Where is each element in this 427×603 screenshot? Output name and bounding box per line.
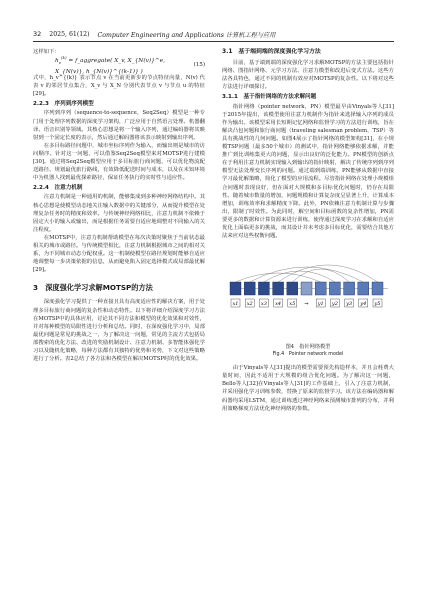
pointer-arc: [278, 265, 377, 282]
output-label: y4: [360, 301, 367, 308]
start-cell: [301, 282, 312, 295]
decoder-cell: [358, 282, 369, 295]
left-column: [33, 48, 205, 588]
paragraph: 在多目标路径问题中，城市坐标序列作为输入，而输出则是城市的访问顺序。针对这一问题，可以借鉴Seq2Seq模型来对MOTSP进行建模[30]。通过将Seq2Seq模型应用于多目标旅行商问题，可以优化物流配送路径、规划最优旅行路线，有效降低配送时间与成本，以及在未知环境中为机器人找到最优探索路径，保证任务执行的实时性与适应性。: [33, 142, 205, 182]
encoder-cell: [287, 282, 298, 295]
section-heading-3-1: 3.1 基于端到端的深度强化学习方法: [222, 49, 321, 55]
pointer-arc: [236, 273, 321, 282]
section-heading-3: 3 深度强化学习求解MOTSP的方法: [33, 283, 153, 293]
output-label: y2: [331, 301, 338, 308]
journal-issue: 2025, 61(12): [49, 30, 90, 38]
journal-name: Computer Engineering and Applications 计算机工程与应用: [97, 31, 276, 39]
encoder-cell: [258, 282, 269, 295]
figure-4: [222, 244, 394, 362]
right-column: [222, 48, 394, 588]
pointer-network-diagram: [222, 244, 394, 350]
figure-caption: [222, 344, 394, 358]
page-number: 32: [33, 30, 42, 38]
output-label: y5: [374, 301, 381, 308]
formula-intro: 这样如下：: [33, 49, 60, 55]
decoder-cell: [372, 282, 383, 295]
section-heading-2-2-3: 2.2.3 序列到序列模型: [33, 101, 94, 108]
equation-lhs: h: [55, 58, 59, 65]
input-label: x1: [232, 301, 239, 308]
paragraph: 由于Vinyals等人[31]提出的模型需要预先构造样本，并且会耗费大量时间，因此不适用于大规模的组合优化问题。为了解决这一问题，Bello等人[32]在Vinyals等人[31]的工作基础上，引入了注意力机制，并采用强化学习训练参数，替换了原来的监督学习。该方法在编码器和解码器均采用LSTM，通过训练透过神经网络来预测城市排列的分布，并利用策略梯度方法优化神经网络的参数。: [222, 365, 394, 412]
paragraph: 序列到序列（sequence-to-sequence，Seq2Seq）模型是一种专门用于处理序列数据的深度学习架构，广泛应用于自然语言处理、机器翻译、语音识别等领域。其核心思想是将一个输入序列，通过编码器将其映射到一个固定长度的表示，然后通过解码器将该表示映射到输出序列。: [33, 110, 205, 141]
encoder-cell: [244, 282, 255, 295]
paragraph: 目前，基于端到端的深度强化学习求解MOTSP的方法主要包括指针网络、图指针网络、元学习方法、注意力模型和改进后变式方法。这些方法各具特色，通过不同的机制有效应对MOTSP的复杂性。以下将对这些方法进行详细探讨。: [222, 60, 394, 91]
header-rule: [33, 41, 394, 42]
decoder-cell: [344, 282, 355, 295]
paragraph: 注意力机制是一种通用的机制，能够集成到多种神经网络结构中。其核心思想是使模型动态地关注输入数据中的关键部分，从而提升模型在处理复杂任务时的精度和效率。与传统神经网络相比，注意力机制不依赖于固定大小的输入或输出，而是根据任务需要自适应地调整对不同输入的关注程度。: [33, 194, 205, 233]
paragraph: 式中，h_v^{(k)} 表示节点 v 在当前更新步的节点特征向量，N(v) 代表 v 的邻居节点集合，X_v 与 X_N 分别代表节点 v 与节点 u 的特征[29]。: [33, 75, 205, 98]
input-label: x5: [289, 301, 296, 308]
section-heading-2-2-4: 2.2.4 注意力机制: [33, 185, 83, 192]
equation-rhs: = f_aggregate( X_v, X_{N(v)}^e, X_{N(v)}, h_{N(v)}^{(k-1)} ): [55, 58, 165, 75]
running-header: [33, 27, 394, 41]
input-label: x4: [275, 301, 282, 308]
equation-number: (15): [193, 62, 205, 69]
paragraph: 在MOTSP中，注意力机制帮助模型在每次决策时聚焦于当前状态最相关的城市或路径。与传统模型相比，注意力机制根据城市之间的相对关系，为不同城市动态分配权重。这一机制使模型在路径规划时能够自适应地调整每一步决策依据的信息，从而避免陷入固定选择模式或局部最优解[29]。: [33, 234, 205, 274]
encoder-cell: [273, 282, 284, 295]
paragraph: 深度强化学习提供了一种直接且具有高度适应性的解决方案，用于处理多目标旅行商问题的复杂性和动态特性。以下将详细介绍深度学习方法在MOTSP中的具体应用，讨论其不同方法和模型的优化效果和对效性，并对每种模型的局限性进行分析和总结。同时，在深度强化学习中，局部最优问题是常见的挑战之一，为了解决这一问题，常见的主流方式包括局部搜索的优化方法、改进的奖励机制设计、注意力机制、多智能体强化学习以及随机化策略，每种方法都有其独特的优势和劣势，下文对这些策略进行了分析。表2总结了各方法和各模型在解决MOTSP时的优化效果。: [33, 299, 205, 363]
input-label: x3: [260, 301, 267, 308]
diagram-labels: [232, 301, 380, 307]
equation-15: [33, 55, 205, 75]
input-label: x2: [246, 301, 253, 308]
paragraph: 指针网络（pointer network，PN）模型最早由Vinyals等人[31]于2015年提出，该模型使用注意力机制作为指针来选择输入序列的成员作为输出。该模型采用长短期记忆网络和监督学习的方法进行训练，旨在解决凸包问题和旅行商问题（traveling salesman problem，TSP）等具有挑战性的几何问题。如图4展示了指针网络的模型架构[31]，在小规模TSP问题（最多50个城市）的测试中，指针网络能够依据求解，并能推广到比训练集更大的问题，显示出良好的泛化能力。PN模型的创新点在于利用注意力机制实现输入到输出的指针映射，解决了传统序列到序列模型无法处理变长序列的问题。通过端到端训练，PN能够从数据中直接学习最优解策略，简化了模型的应用流程。尽管指针网络在处理小规模组合问题时表现良好，但在面对大规模和多目标优化问题时，仍存在局限性。随着城市数量的增加，问题规模和计算复杂度呈显著上升，计算成本增加，训练效率和求解精度下降。此外，PN依赖注意力机制计算与步骤出，限制了时效性。为此同时，解空间和目标函数的复杂性增加，PN需要更多的数据和计算资源来进行训练，使得通过深度学习在求解和自适应优化上面临更多的挑战，而其设计并未考虑多目标优化，需要结合其他方法来应对这些权衡问题。: [222, 103, 394, 240]
figure-caption-en: Fig.4 Pointer network model: [272, 352, 344, 358]
section-heading-3-1-1: 3.1.1 基于指针网络的方法求解问题: [222, 94, 317, 101]
output-label: y3: [346, 301, 353, 308]
encoder-cell: [230, 282, 241, 295]
start-token-label: ⇒: [304, 301, 309, 308]
decoder-cell: [315, 282, 326, 295]
decoder-cell: [329, 282, 340, 295]
output-label: y1: [317, 301, 324, 308]
figure-caption-cn: 图4 指针网络模型: [285, 344, 331, 351]
equation-body: $h_v^{(k)}$ = f_aggregate( X_v, X_{N(v)}^e, X_{N(v)}, h_{N(v)}^{(k-1)} ): [55, 55, 165, 75]
